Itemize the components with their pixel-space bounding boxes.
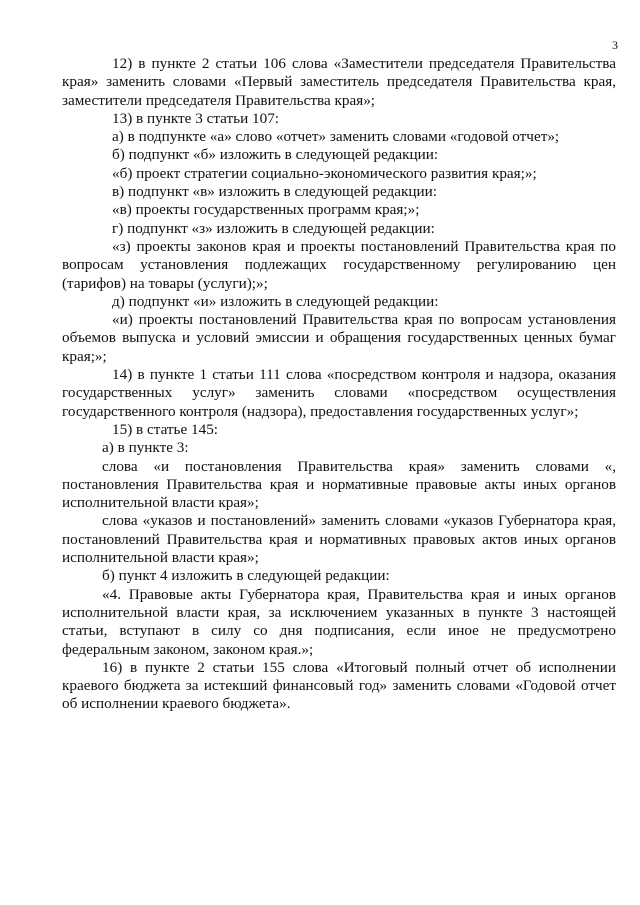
paragraph-subitem-15a: а) в пункте 3: <box>102 439 189 457</box>
paragraph-subitem-d: д) подпункт «и» изложить в следующей редакции: <box>112 292 439 310</box>
paragraph-quote-z: «з) проекты законов края и проекты постановлений Правительства края по вопросам установления подлежащих государственному регулированию цен (тарифов) на товары (услуги);»; <box>62 237 616 292</box>
paragraph-quote-4: «4. Правовые акты Губернатора края, Правительства края и иных органов исполнительной власти края, за исключением указанных в пункте 3 настоящей статьи, вступают в силу со дня подписания, если иное не предусмотрено федеральным законом, законом края.»; <box>62 585 616 658</box>
paragraph-words-1: слова «и постановления Правительства края» заменить словами «, постановления Правительства края и нормативные правовые акты иных органов исполнительной власти края»; <box>62 457 616 512</box>
paragraph-words-2: слова «указов и постановлений» заменить словами «указов Губернатора края, постановлений Правительства края и нормативных правовых актов иных органов исполнительной власти края»; <box>62 512 616 567</box>
paragraph-subitem-a: а) в подпункте «а» слово «отчет» заменить словами «годовой отчет»; <box>112 128 560 146</box>
paragraph-quote-v: «в) проекты государственных программ края;»; <box>112 201 420 219</box>
paragraph-item-14: 14) в пункте 1 статьи 111 слова «посредством контроля и надзора, оказания государственных услуг» заменить словами «посредством осуществления государственного контроля (надзора), предоставления государственных услуг»; <box>62 366 616 420</box>
paragraph-subitem-v: в) подпункт «в» изложить в следующей редакции: <box>112 183 437 201</box>
paragraph-subitem-g: г) подпункт «з» изложить в следующей редакции: <box>112 219 435 237</box>
paragraph-item-16: 16) в пункте 2 статьи 155 слова «Итоговый полный отчет об исполнении краевого бюджета за истекший финансовый год» заменить словами «Годовой отчет об исполнении краевого бюджета». <box>62 658 616 713</box>
document-body <box>62 55 616 714</box>
paragraph-quote-i: «и) проекты постановлений Правительства края по вопросам установления объемов выпуска и условий эмиссии и обращения государственных ценных бумаг края;»; <box>62 311 616 365</box>
paragraph-subitem-15b: б) пункт 4 изложить в следующей редакции: <box>102 567 390 585</box>
paragraph-quote-b: «б) проект стратегии социально-экономического развития края;»; <box>112 164 537 182</box>
paragraph-item-15: 15) в статье 145: <box>112 420 219 438</box>
page-number: 3 <box>612 38 618 52</box>
paragraph-item-13: 13) в пункте 3 статьи 107: <box>112 109 280 127</box>
paragraph-item-12: 12) в пункте 2 статьи 106 слова «Заместители председателя Правительства края» заменить словами «Первый заместитель председателя Правительства края, заместители председателя Правительства края»; <box>62 55 616 109</box>
paragraph-subitem-b: б) подпункт «б» изложить в следующей редакции: <box>112 146 439 164</box>
